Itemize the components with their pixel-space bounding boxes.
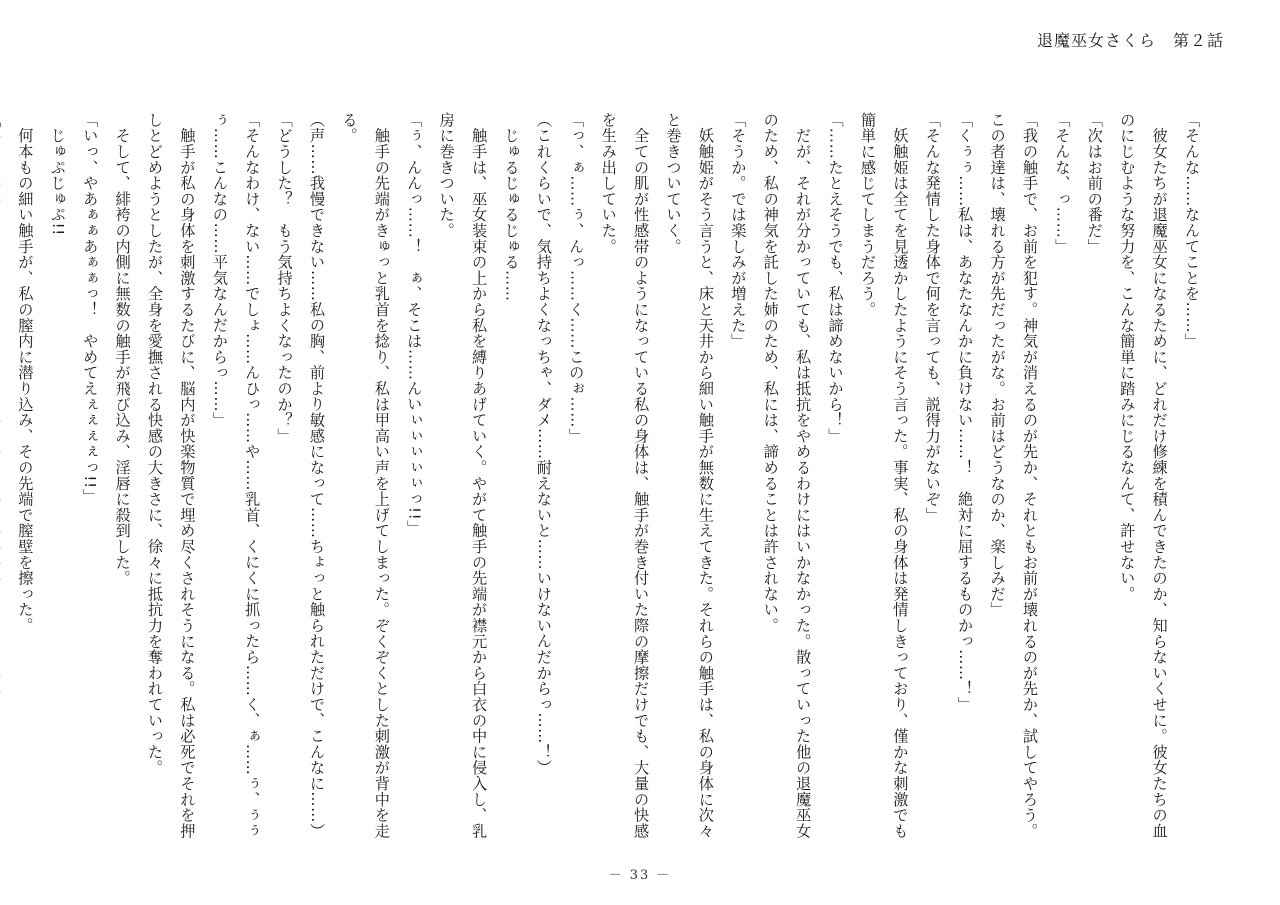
paragraph: 全ての肌が性感帯のようになっている私の身体は、触手が巻き付いた際の摩擦だけでも、大量の快感を生み出していた。 xyxy=(599,112,651,839)
paragraph: 「そんな……なんてことを……」 xyxy=(1183,112,1201,349)
paragraph: 「そんな、っ……」 xyxy=(1053,112,1072,255)
paragraph: 「そんなわけ、ない……でしょ……んひっ……や……乳首、くにくに抓ったら……く、ぁ……ぅ、ぅぅぅ……こんなの……平気なんだからっ……」 xyxy=(210,112,262,839)
paragraph: 触手の先端がきゅっと乳首を捻り、私は甲高い声を上げてしまった。ぞくぞくとした刺激が背中を走る。 xyxy=(340,112,391,839)
paragraph: 「そんな発情した身体で何を言っても、説得力がないぞ」 xyxy=(923,112,942,523)
paragraph: 「……たとえそうでも、私は諦めないから！」 xyxy=(826,112,845,444)
paragraph xyxy=(0,112,9,847)
paragraph: 妖触姫がそう言うと、床と天井から細い触手が無数に生えてきた。それらの触手は、私の身体に次々と巻きついていく。 xyxy=(664,112,715,839)
paragraph: 「ぅ、んんっ……！ ぁ、そこは……んいぃぃぃぃぃっ!!」 xyxy=(405,112,424,537)
chapter-header: 退魔巫女さくら 第２話 xyxy=(1036,31,1224,50)
page-number: － 33 － xyxy=(608,868,672,883)
paragraph: 「っ、ぁ……ぅ、んっ……く……このぉ……」 xyxy=(567,112,586,444)
paragraph: 「我の触手で、お前を犯す。神気が消えるのが先か、それともお前が壊れるのが先か、試してやろう。この者達は、壊れる方が先だったがな。お前はどうなのか、楽しみだ」 xyxy=(988,112,1039,839)
paragraph: 何本もの細い触手が、私の膣内に潜り込み、その先端で膣壁を擦った。 xyxy=(16,112,35,634)
paragraph: 「そうか。では楽しみが増えた」 xyxy=(729,112,748,349)
paragraph: （これくらいで、気持ちよくなっちゃ、ダメ……耐えないと……いけないんだからっ……！） xyxy=(534,112,553,776)
paragraph: （声……我慢できない……私の胸、前より敏感になって……ちょっと触られただけで、こんなに……） xyxy=(308,112,327,839)
paragraph: 妖触姫は全てを見透かしたようにそう言った。事実、私の身体は発情しきっており、僅かな刺激でも簡単に感じてしまうだろう。 xyxy=(858,112,910,839)
paragraph: 彼女たちが退魔巫女になるために、どれだけ修練を積んできたのか、知らないくせに。彼女たちの血のにじむような努力を、こんな簡単に踏みにじるなんて、許せない。 xyxy=(1118,112,1169,839)
paragraph: 「いっ、やあぁぁあぁぁっ！ やめてえぇぇぇぇっ!!」 xyxy=(81,112,100,505)
paragraph: じゅるじゅるじゅる…… xyxy=(502,112,521,302)
paragraph: 「くぅぅ……私は、あなたなんかに負けない……！ 絶対に屈するものかっ……！」 xyxy=(956,112,975,713)
paragraph: じゅぷじゅぷ!! xyxy=(48,112,67,236)
paragraph: 触手が私の身体を刺激するたびに、脳内が快楽物質で埋め尽くされそうになる。私は必死でそれを押しとどめようとしたが、全身を愛撫される快感の大きさに、徐々に抵抗力を奪われていった。 xyxy=(146,112,197,839)
paragraph: だが、それが分かっていても、私は抵抗をやめるわけにはいかなかった。散っていった他の退魔巫女のため、私の神気を託した姉のため、私には、諦めることは許されない。 xyxy=(761,112,813,839)
paragraph: 「次はお前の番だ」 xyxy=(1085,112,1104,255)
paragraph: 「どうした？ もう気持ちよくなったのか？」 xyxy=(275,112,294,444)
paragraph: 触手は、巫女装束の上から私を縛りあげていく。やがて触手の先端が襟元から白衣の中に侵入し、乳房に巻きついた。 xyxy=(437,112,489,839)
paragraph: そして、緋袴の内側に無数の触手が飛び込み、淫唇に殺到した。 xyxy=(113,112,132,586)
novel-body-text xyxy=(16,112,1208,847)
